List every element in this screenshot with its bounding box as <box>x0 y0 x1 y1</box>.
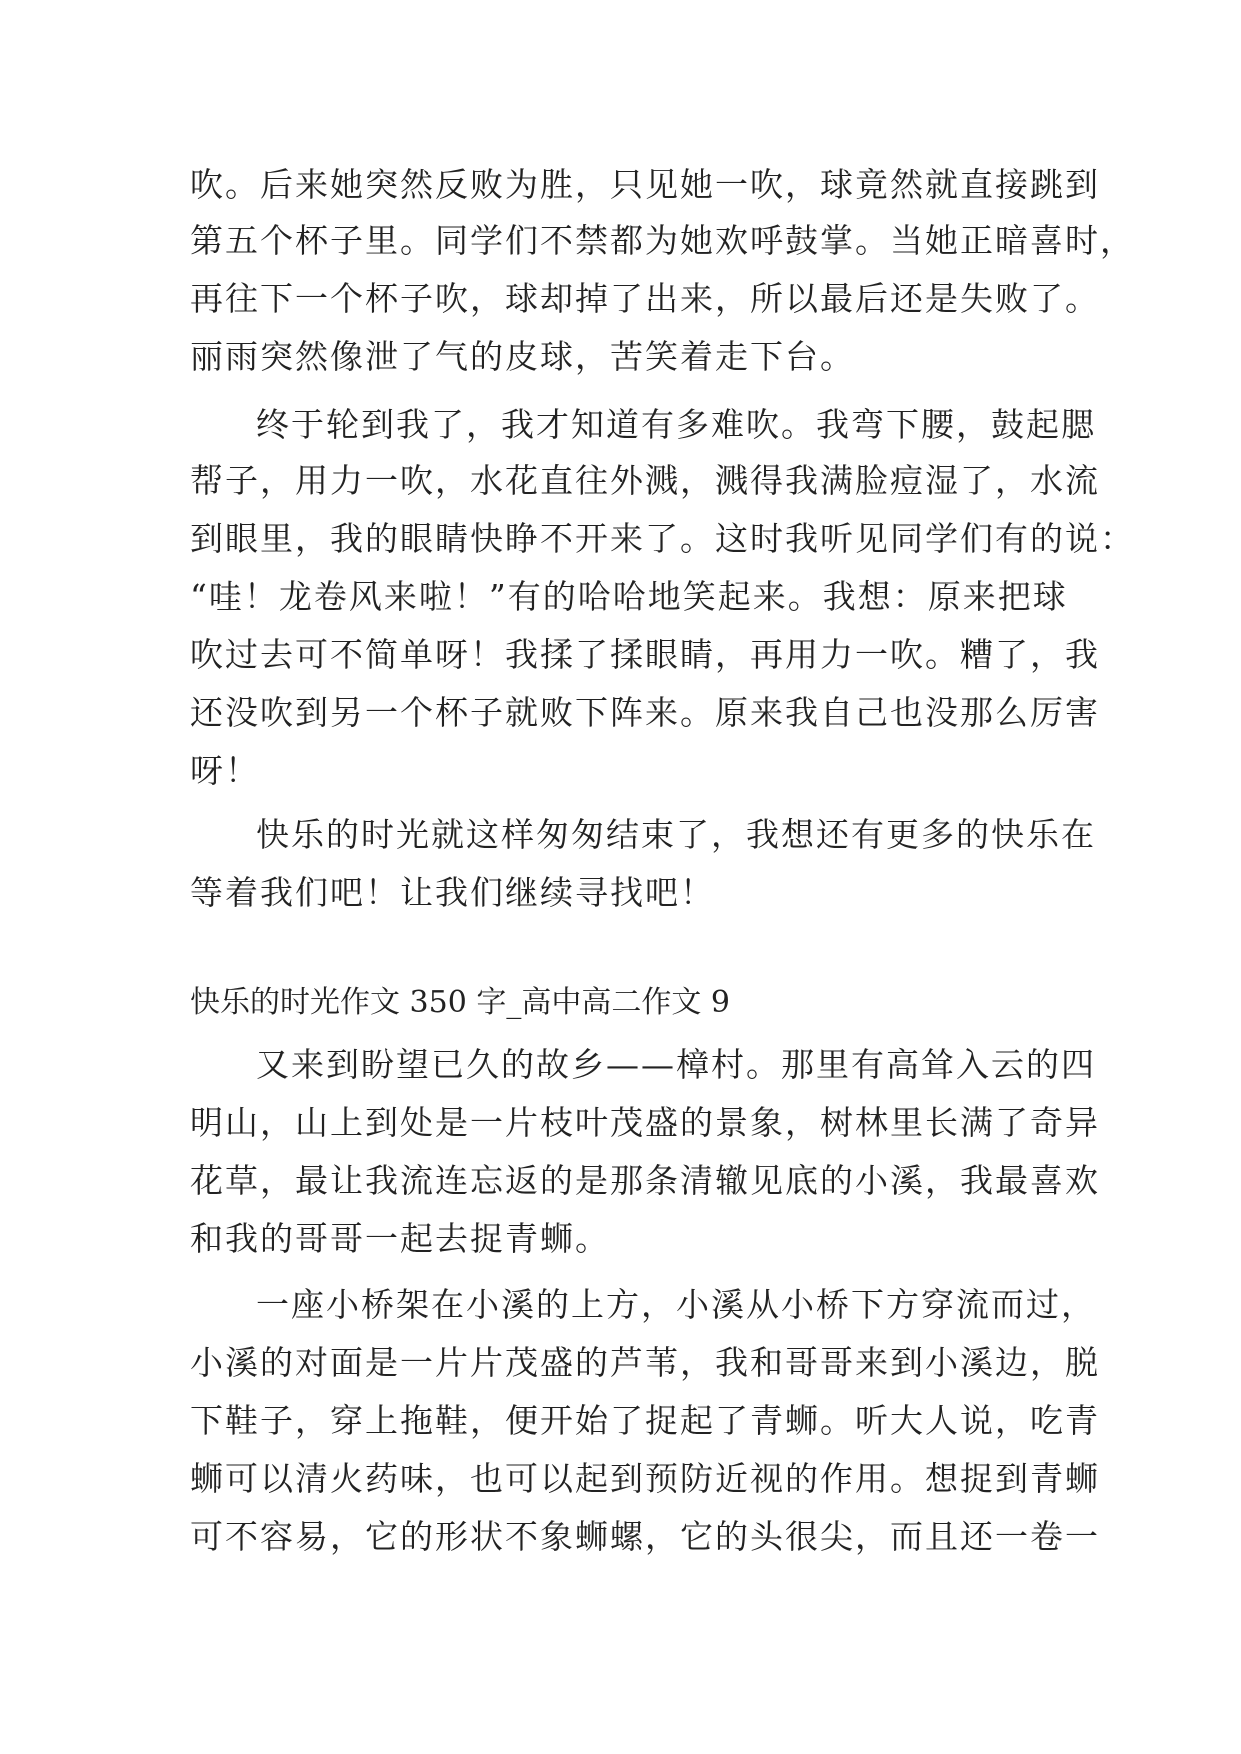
paragraph-line: 到眼里，我的眼睛快睁不开来了。这时我听见同学们有的说： <box>190 519 1135 558</box>
paragraph-line: 快乐的时光就这样匆匆结束了，我想还有更多的快乐在 <box>256 815 1096 854</box>
paragraph-line: 吹过去可不简单呀！我揉了揉眼睛，再用力一吹。糟了，我 <box>190 635 1100 674</box>
section-title: 快乐的时光作文 350 字_高中高二作文 9 <box>190 985 730 1020</box>
paragraph-line: 吹。后来她突然反败为胜，只见她一吹，球竟然就直接跳到 <box>190 165 1100 204</box>
paragraph-line: 一座小桥架在小溪的上方，小溪从小桥下方穿流而过， <box>256 1285 1096 1324</box>
paragraph-line: 呀！ <box>190 751 260 790</box>
paragraph-line: “哇！龙卷风来啦！”有的哈哈地笑起来。我想：原来把球 <box>190 577 1068 616</box>
paragraph-line: 花草，最让我流连忘返的是那条清辙见底的小溪，我最喜欢 <box>190 1161 1100 1200</box>
paragraph-line: 蛳可以清火药味，也可以起到预防近视的作用。想捉到青蛳 <box>190 1459 1100 1498</box>
paragraph-line: 可不容易，它的形状不象蛳螺，它的头很尖，而且还一卷一 <box>190 1517 1100 1556</box>
paragraph-line: 又来到盼望已久的故乡——樟村。那里有高耸入云的四 <box>256 1045 1096 1084</box>
paragraph-line: 小溪的对面是一片片茂盛的芦苇，我和哥哥来到小溪边，脱 <box>190 1343 1100 1382</box>
paragraph-line: 和我的哥哥一起去捉青蛳。 <box>190 1219 610 1258</box>
paragraph-line: 明山，山上到处是一片枝叶茂盛的景象，树林里长满了奇异 <box>190 1103 1100 1142</box>
paragraph-line: 再往下一个杯子吹，球却掉了出来，所以最后还是失败了。 <box>190 279 1100 318</box>
paragraph-line: 丽雨突然像泄了气的皮球，苦笑着走下台。 <box>190 337 855 376</box>
paragraph-line: 等着我们吧！让我们继续寻找吧！ <box>190 873 715 912</box>
paragraph-line: 下鞋子，穿上拖鞋，便开始了捉起了青蛳。听大人说，吃青 <box>190 1401 1100 1440</box>
paragraph-line: 帮子，用力一吹，水花直往外溅，溅得我满脸痘湿了，水流 <box>190 461 1100 500</box>
paragraph-line: 第五个杯子里。同学们不禁都为她欢呼鼓掌。当她正暗喜时， <box>190 221 1135 260</box>
paragraph-line: 还没吹到另一个杯子就败下阵来。原来我自己也没那么厉害 <box>190 693 1100 732</box>
paragraph-line: 终于轮到我了，我才知道有多难吹。我弯下腰，鼓起腮 <box>256 405 1096 444</box>
